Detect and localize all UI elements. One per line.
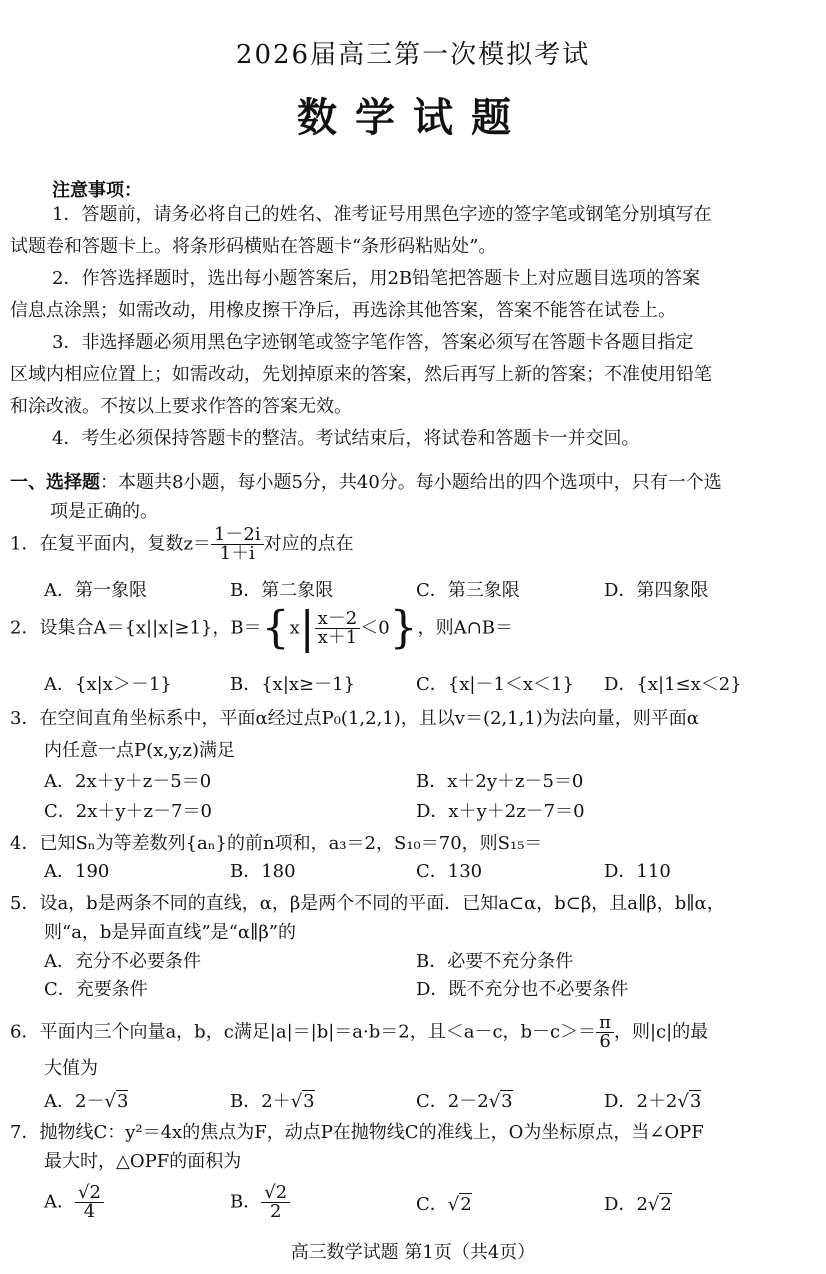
q5-option-a[interactable]: A．充分不必要条件 bbox=[44, 951, 201, 972]
q2-var: x bbox=[289, 617, 300, 639]
q1-num: 1－2i bbox=[211, 526, 264, 545]
q1-den: 1＋i bbox=[219, 543, 255, 564]
q4-option-b[interactable]: B．180 bbox=[230, 861, 296, 882]
q6-option-a[interactable]: A．2－√3 bbox=[44, 1091, 129, 1112]
q1-option-d[interactable]: D．第四象限 bbox=[604, 580, 709, 601]
q2-fraction bbox=[315, 610, 361, 647]
q6-option-d[interactable]: D．2＋2√3 bbox=[604, 1091, 702, 1112]
notice-line: 1．答题前，请务必将自己的姓名、准考证号用黑色字迹的签字笔或钢笔分别填写在 bbox=[52, 204, 712, 225]
q2-left-brace: { bbox=[261, 602, 290, 654]
q2-option-a[interactable]: A．{x|x＞－1} bbox=[44, 674, 172, 695]
q4-option-a[interactable]: A．190 bbox=[44, 861, 110, 882]
q7-option-d[interactable]: D．2√2 bbox=[604, 1194, 672, 1215]
section-desc: ：本题共8小题，每小题5分，共40分。每小题给出的四个选项中，只有一个选 bbox=[100, 472, 722, 493]
q1-stem: 1．在复平面内，复数z＝ bbox=[10, 533, 211, 555]
question-6 bbox=[10, 1014, 708, 1051]
q2-den: x＋1 bbox=[317, 627, 358, 648]
notice-line: 区域内相应位置上；如需改动，先划掉原来的答案，然后再写上新的答案；不准使用铅笔 bbox=[10, 364, 712, 385]
q1-fraction bbox=[211, 526, 264, 563]
q1-option-b[interactable]: B．第二象限 bbox=[230, 580, 334, 601]
question-4: 4．已知Sₙ为等差数列{aₙ}的前n项和，a₃＝2，S₁₀＝70，则S₁₅＝ bbox=[10, 833, 543, 854]
q5-option-c[interactable]: C．充要条件 bbox=[44, 979, 148, 1000]
notice-line: 3．非选择题必须用黑色字迹钢笔或签字笔作答，答案必须写在答题卡各题目指定 bbox=[52, 332, 694, 353]
q6-fraction bbox=[596, 1014, 614, 1051]
notice-heading: 注意事项： bbox=[52, 180, 142, 201]
notice-line: 信息点涂黑；如需改动，用橡皮擦干净后，再选涂其他答案，答案不能答在试卷上。 bbox=[10, 300, 676, 321]
q2-stem: 2．设集合A＝{x||x|≥1}，B＝ bbox=[10, 617, 262, 639]
q3-option-d[interactable]: D．x＋y＋2z－7＝0 bbox=[416, 801, 585, 822]
q2-ineq: ＜0 bbox=[360, 617, 390, 639]
q2-option-d[interactable]: D．{x|1≤x＜2} bbox=[604, 674, 742, 695]
subject-title: 数学试题 bbox=[297, 94, 529, 141]
q4-option-d[interactable]: D．110 bbox=[604, 861, 671, 882]
q6-num: π bbox=[596, 1014, 614, 1033]
q5-option-b[interactable]: B．必要不充分条件 bbox=[416, 951, 574, 972]
q1-option-c[interactable]: C．第三象限 bbox=[416, 580, 520, 601]
q5-stem-cont: 则“a，b是异面直线”是“α∥β”的 bbox=[44, 922, 296, 943]
notice-line: 试题卷和答题卡上。将条形码横贴在答题卡“条形码粘贴处”。 bbox=[10, 236, 497, 257]
q7-option-a[interactable]: A． $\frac{√2}{4}$ bbox=[44, 1184, 104, 1221]
question-1 bbox=[10, 526, 354, 563]
q1-option-a[interactable]: A．第一象限 bbox=[44, 580, 147, 601]
q6-stem-end: ，则|c|的最 bbox=[613, 1021, 709, 1043]
q7-option-b[interactable]: B． $\frac{√2}{2}$ bbox=[230, 1184, 290, 1221]
q3-option-a[interactable]: A．2x＋y＋z－5＝0 bbox=[44, 771, 212, 792]
q2-stem-end: ，则A∩B＝ bbox=[417, 617, 513, 639]
notice-line: 2．作答选择题时，选出每小题答案后，用2B铅笔把答题卡上对应题目选项的答案 bbox=[52, 268, 701, 289]
q2-option-b[interactable]: B．{x|x≥－1} bbox=[230, 674, 356, 695]
q4-option-c[interactable]: C．130 bbox=[416, 861, 483, 882]
q1-stem-end: 对应的点在 bbox=[263, 533, 354, 555]
q6-stem: 6．平面内三个向量a，b，c满足|a|＝|b|＝a·b＝2，且＜a－c，b－c＞＝ bbox=[10, 1021, 597, 1043]
notice-line: 4．考生必须保持答题卡的整洁。考试结束后，将试卷和答题卡一并交回。 bbox=[52, 428, 640, 449]
q6-option-c[interactable]: C．2－2√3 bbox=[416, 1091, 513, 1112]
question-2: 2．设集合A＝{x||x|≥1}，B＝{x| $\frac{x-2}{x+1}$ ＜0}，则A∩B＝ bbox=[10, 602, 513, 654]
question-7: 7．抛物线C：y²＝4x的焦点为F，动点P在抛物线C的准线上，O为坐标原点，当∠OPF bbox=[10, 1122, 704, 1143]
q2-option-c[interactable]: C．{x|－1＜x＜1} bbox=[416, 674, 574, 695]
question-5: 5．设a，b是两条不同的直线，α，β是两个不同的平面．已知a⊂α，b⊂β，且a∥β，b∥α， bbox=[10, 893, 725, 914]
question-3: 3．在空间直角坐标系中，平面α经过点P₀(1,2,1)，且以v＝(2,1,1)为法向量，则平面α bbox=[10, 708, 699, 729]
q7-option-c[interactable]: C．√2 bbox=[416, 1194, 472, 1215]
exam-title: 2026届高三第一次模拟考试 bbox=[235, 40, 591, 70]
q3-option-c[interactable]: C．2x＋y＋z－7＝0 bbox=[44, 801, 212, 822]
q3-stem-cont: 内任意一点P(x,y,z)满足 bbox=[44, 740, 236, 761]
q3-option-b[interactable]: B．x＋2y＋z－5＝0 bbox=[416, 771, 584, 792]
q6-stem-cont: 大值为 bbox=[44, 1058, 98, 1079]
q5-option-d[interactable]: D．既不充分也不必要条件 bbox=[416, 979, 629, 1000]
page-footer: 高三数学试题 第1页（共4页） bbox=[290, 1242, 536, 1263]
q6-option-b[interactable]: B．2＋√3 bbox=[230, 1091, 315, 1112]
section-desc-cont: 项是正确的。 bbox=[50, 501, 158, 522]
q2-right-brace: } bbox=[389, 602, 418, 654]
section-heading bbox=[10, 472, 722, 494]
q7-stem-cont: 最大时，△OPF的面积为 bbox=[44, 1151, 242, 1172]
q2-num: x－2 bbox=[315, 610, 361, 629]
notice-line: 和涂改液。不按以上要求作答的答案无效。 bbox=[10, 396, 352, 417]
section-label: 一、选择题 bbox=[10, 472, 100, 493]
q6-den: 6 bbox=[599, 1031, 611, 1052]
